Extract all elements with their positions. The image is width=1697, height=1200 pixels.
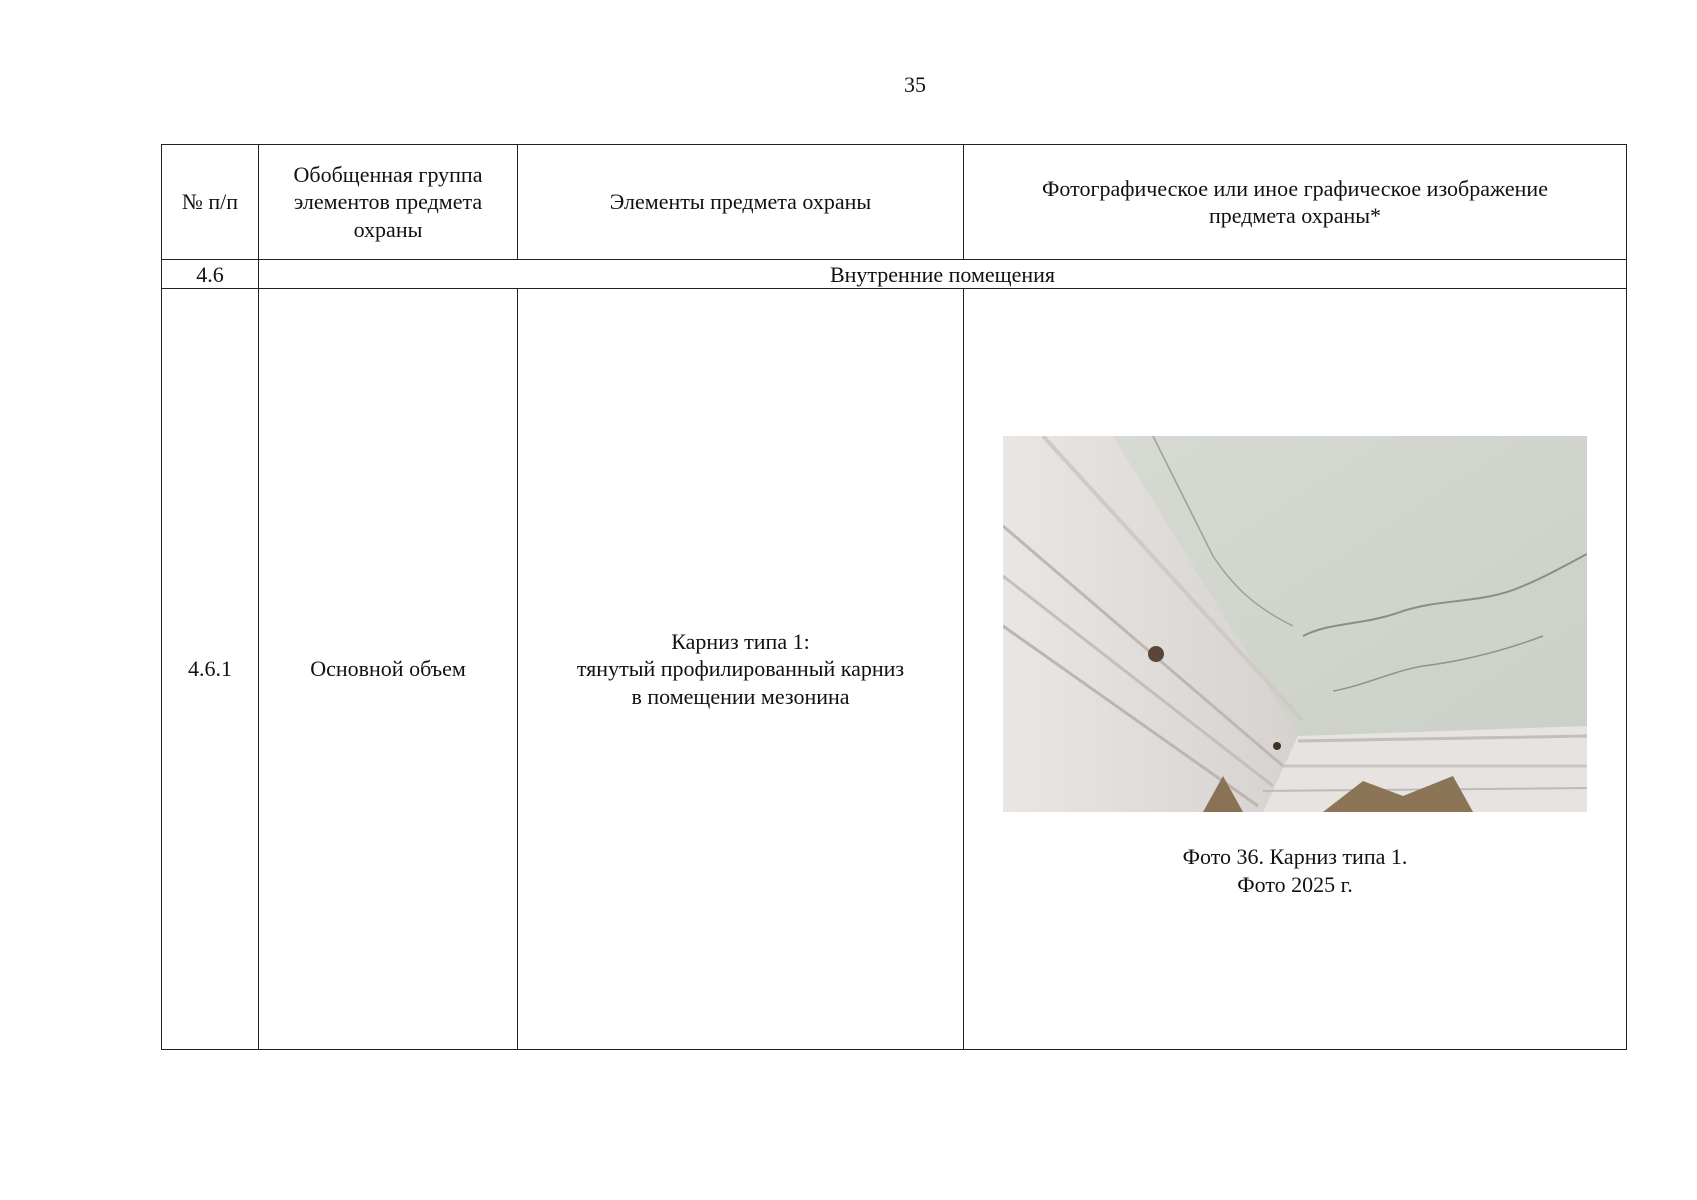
header-image-line-2: предмета охраны* [1208,203,1382,228]
item-group: Основной объем [259,289,518,1050]
header-image-line-1: Фотографическое или иное графическое изображение [1042,175,1548,201]
photo-caption [964,843,1626,898]
photo-block [964,289,1626,1049]
table-row [162,289,1627,1050]
protection-elements-table [161,144,1627,1050]
photo-caption-line-2: Фото 2025 г. [1237,871,1353,897]
header-image [964,145,1627,260]
item-description-line-3: в помещении мезонина [631,683,850,709]
table-header-row [162,145,1627,260]
item-number: 4.6.1 [162,289,259,1050]
header-number: № п/п [162,145,259,260]
header-elements: Элементы предмета охраны [518,145,964,260]
header-group [259,145,518,260]
page-number: 35 [904,72,926,97]
section-title: Внутренние помещения [259,260,1627,289]
header-group-line-2: элементов предмета [293,189,483,215]
item-description [518,289,964,1050]
header-group-line-1: Обобщенная группа [293,161,483,187]
header-group-line-3: охраны [353,216,423,242]
item-description-line-1: Карниз типа 1: [671,628,810,654]
photo-caption-line-1: Фото 36. Карниз типа 1. [1182,844,1408,869]
cornice-photo [1003,436,1587,812]
section-row [162,260,1627,289]
section-number: 4.6 [162,260,259,289]
item-image-cell [964,289,1627,1050]
item-description-line-2: тянутый профилированный карниз [576,656,905,682]
